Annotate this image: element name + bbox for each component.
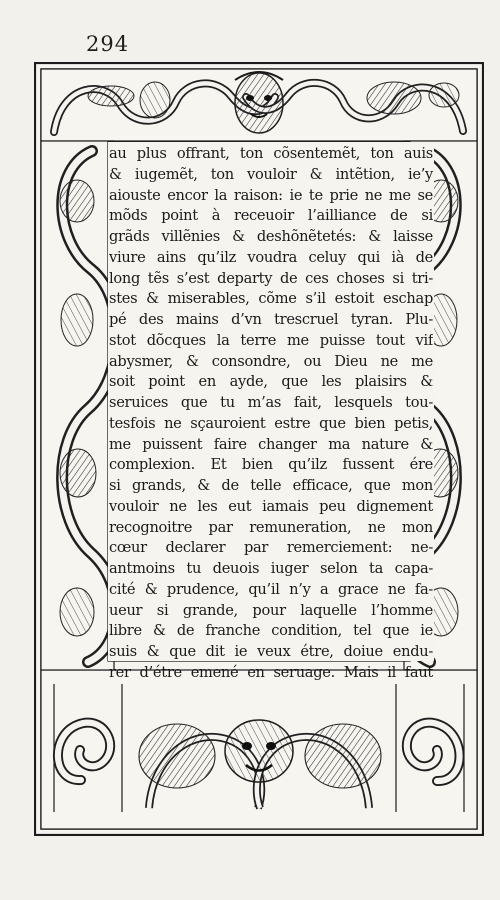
text-line-10: stot dõcques la terre me puisse tout vif: [109, 331, 433, 349]
text-line-24: libre & de franche condition, tel que ie: [109, 622, 433, 640]
text-line-4: mõds point à receuoir l’ailliance de si: [109, 207, 433, 225]
grotesque-mask-icon: [235, 72, 283, 133]
text-line-9: pé des mains d’vn trescruel tyran. Plu-: [109, 311, 433, 328]
body-text-block: [108, 142, 434, 681]
text-line-12: soit point en ayde, que les plaisirs &: [109, 373, 433, 391]
text-line-8: stes & miserables, cõme s’il estoit eschap: [109, 290, 433, 308]
text-line-20: cœur declarer par remerciement: ne-: [109, 539, 433, 557]
text-line-22: cité & prudence, qu’il n’y a grace ne fa-: [109, 580, 433, 598]
text-line-23: ueur si grande, pour laquelle l’homme: [109, 601, 433, 619]
text-line-1: au plus offrant, ton cõsentemẽt, ton auis: [109, 145, 433, 162]
text-line-13: seruices que tu m’as fait, lesquels tou-: [109, 394, 433, 411]
text-line-19: recognoitre par remuneration, ne mon: [109, 518, 433, 536]
text-line-15: me puissent faire changer ma nature &: [109, 435, 433, 453]
text-line-16: complexion. Et bien qu’ilz fussent ére: [109, 456, 433, 474]
text-line-17: si grands, & de telle efficace, que mon: [109, 477, 433, 494]
text-line-7: long tẽs s’est departy de ces choses si tri-: [109, 269, 433, 287]
text-line-3: aiouste encor la raison: ie te prie ne me se: [109, 186, 433, 204]
text-line-25: suis & que dit ie veux étre, doiue endu-: [109, 643, 433, 660]
page-number: 294: [86, 32, 130, 56]
text-line-2: & iugemẽt, ton vouloir & intẽtion, ie’y: [109, 165, 433, 183]
text-line-6: viure ains qu’ilz voudra celuy qui ià de: [109, 248, 433, 266]
text-line-5: grãds villẽnies & deshõnẽtetés: & laisse: [109, 228, 433, 245]
grotesque-mask-icon: [225, 720, 293, 782]
text-line-18: vouloir ne les eut iamais peu dignement: [109, 497, 433, 515]
text-line-21: antmoins tu deuois iuger selon ta capa-: [109, 560, 433, 577]
text-line-26: rer d’étre emené en seruage. Mais il faut: [109, 663, 433, 681]
text-line-14: tesfois ne sçauroient estre que bien petis,: [109, 414, 433, 432]
text-line-11: abysmer, & consondre, ou Dieu ne me: [109, 352, 433, 370]
